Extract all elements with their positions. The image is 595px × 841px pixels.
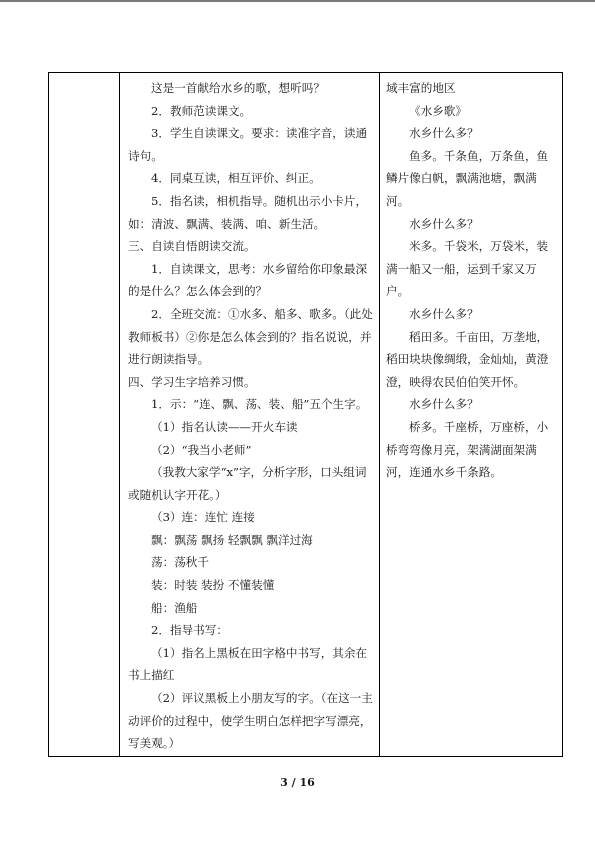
paragraph: 《水乡歌》: [409, 103, 467, 118]
paragraph: 装：时装 装扮 不懂装懂: [151, 578, 275, 593]
paragraph: 2．指导书写：: [151, 623, 228, 638]
paragraph: 1．示：“连、飘、荡、装、船”五个生字。: [151, 397, 368, 412]
teaching-process-text: [120, 73, 379, 755]
paragraph: 水乡什么多？: [409, 397, 479, 412]
paragraph: （1）指名认读——开火车读: [151, 419, 298, 434]
paragraph: 水乡什么多？: [409, 126, 479, 141]
poem-text: [380, 73, 562, 484]
paragraph: 2．教师范读课文。: [151, 103, 252, 118]
paragraph: 1．自读课文，思考：水乡留给你印象最深的是什么？怎么体会到的？: [128, 261, 368, 299]
table-row: [49, 73, 563, 757]
paragraph: 水乡什么多？: [409, 306, 479, 321]
paragraph: 飘：飘荡 飘扬 轻飘飘 飘洋过海: [151, 532, 313, 547]
header-rule: [0, 0, 595, 2]
paragraph: 4．同桌互读，相互评价、纠正。: [151, 171, 321, 186]
paragraph: 四、学习生字培养习惯。: [128, 374, 256, 389]
poem-text-column: [380, 73, 563, 757]
paragraph: 域丰富的地区: [386, 81, 456, 95]
paragraph: 桥多。千座桥，万座桥，小桥弯弯像月亮，架满湖面架满河，连通水乡千条路。: [386, 419, 549, 480]
paragraph: 这是一首献给水乡的歌，想听吗？: [151, 81, 325, 95]
paragraph: 船：渔船: [151, 600, 198, 615]
paragraph: 荡：荡秋千: [151, 555, 209, 570]
paragraph: 三、自读自悟朗读交流。: [128, 239, 256, 254]
left-blank-column: [49, 73, 120, 757]
paragraph: 米多。千袋米，万袋米，装满一船又一船，运到千家又万户。: [386, 239, 549, 299]
paragraph: （我教大家学“x”字，分析字形，口头组词或随机认字开花。）: [128, 465, 367, 502]
paragraph: （3）连：连忙 连接: [151, 510, 255, 525]
paragraph: （2）评议黑板上小朋友写的字。（在这一主动评价的过程中，使学生明白怎样把字写漂亮，写美观。）: [128, 691, 373, 751]
page-number: 3 / 16: [280, 776, 315, 789]
teaching-process-column: [120, 73, 380, 757]
paragraph: 鱼多。千条鱼，万条鱼，鱼鳞片像白帆，飘满池塘，飘满河。: [386, 148, 549, 208]
paragraph: 5．指名读，相机指导。随机出示小卡片，如：清波、飘满、装满、咱、新生活。: [128, 193, 368, 231]
paragraph: 2．全班交流：①水多、船多、歌多。（此处教师板书）②你是怎么体会到的？指名说说，并进行朗读指导。: [128, 306, 373, 367]
paragraph: （1）指名上黑板在田字格中书写，其余在书上描红: [128, 645, 368, 683]
paragraph: 水乡什么多？: [409, 216, 479, 231]
paragraph: 3．学生自读课文。要求：读准字音，读通诗句。: [128, 126, 368, 163]
paragraph: 稻田多。千亩田，万垄地，稻田块块像绸缎，金灿灿，黄澄澄，映得农民伯伯笑开怀。: [386, 329, 549, 389]
paragraph: （2）“我当小老师”: [151, 442, 252, 457]
lesson-plan-table: [48, 72, 563, 757]
